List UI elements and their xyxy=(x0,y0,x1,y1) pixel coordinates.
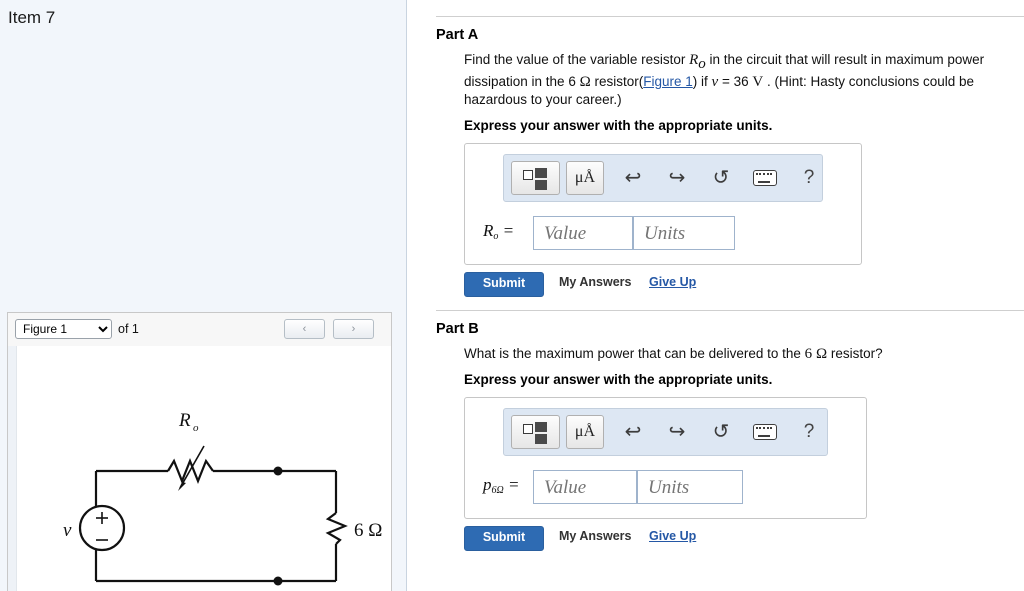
divider-top xyxy=(436,16,1024,17)
part-b-units-input[interactable] xyxy=(637,470,743,504)
help-icon[interactable]: ? xyxy=(803,420,815,442)
part-b-value-input[interactable] xyxy=(533,470,637,504)
figure-1-link[interactable]: Figure 1 xyxy=(643,73,693,89)
part-a-question-mid: in the circuit that will result in maximum power dissipation in the 6 xyxy=(464,52,985,89)
ohm-symbol-a: Ω xyxy=(579,73,591,90)
voltage-symbol: v xyxy=(711,73,719,90)
units-icon[interactable]: μÅ xyxy=(566,415,604,449)
part-a-question-mid2: resistor( xyxy=(590,73,644,89)
figure-canvas xyxy=(8,346,391,591)
figure-next-button[interactable]: › xyxy=(333,319,374,339)
part-a-express-line: Express your answer with the appropriate units. xyxy=(464,117,773,133)
part-b-question xyxy=(464,345,1024,363)
part-b-express-line: Express your answer with the appropriate units. xyxy=(464,371,773,387)
figure-count-label: of 1 xyxy=(118,322,139,336)
part-a-question-var-sub: o xyxy=(698,55,706,72)
part-b-answer-row xyxy=(465,470,866,504)
part-a-question-mid3: ) if xyxy=(692,73,712,89)
resistor-variable-sub: o xyxy=(193,422,199,434)
figure-select[interactable] xyxy=(15,319,112,339)
circuit-diagram xyxy=(8,346,391,591)
part-a-heading: Part A xyxy=(436,27,479,43)
part-b-math-toolbar xyxy=(503,408,828,456)
part-a-submit-button[interactable]: Submit xyxy=(464,272,544,297)
undo-icon[interactable]: ↩ xyxy=(624,166,642,189)
part-a-answer-box xyxy=(464,143,862,265)
figure-panel xyxy=(7,312,392,591)
left-panel xyxy=(0,0,407,591)
part-b-question-pre: What is the maximum power that can be delivered to the xyxy=(464,345,805,361)
source-label: v xyxy=(63,520,72,541)
figure-prev-button[interactable]: ‹ xyxy=(284,319,325,339)
part-a-answer-label: Ro = xyxy=(483,220,515,242)
figure-gutter xyxy=(8,346,17,591)
volt-unit-symbol: V xyxy=(752,73,764,90)
right-panel xyxy=(408,0,1024,591)
part-b-submit-button[interactable]: Submit xyxy=(464,526,544,551)
figure-toolbar xyxy=(8,313,391,347)
ohm-symbol-b: Ω xyxy=(815,345,828,362)
part-b-button-row xyxy=(464,526,1024,550)
part-a-math-toolbar xyxy=(503,154,823,202)
part-a-button-row xyxy=(464,272,1024,296)
part-a-my-answers-link[interactable]: My Answers xyxy=(559,274,632,289)
part-b-answer-box xyxy=(464,397,867,519)
reset-icon[interactable]: ↺ xyxy=(712,420,730,443)
divider-middle xyxy=(436,310,1024,311)
part-b-six: 6 xyxy=(804,345,813,362)
part-b-give-up-link[interactable]: Give Up xyxy=(649,528,697,543)
math-template-icon[interactable] xyxy=(511,415,560,449)
part-b-answer-label: p6Ω = xyxy=(483,474,520,496)
reset-icon[interactable]: ↺ xyxy=(712,166,730,189)
redo-icon[interactable]: ↪ xyxy=(668,166,686,189)
part-a-units-input[interactable] xyxy=(633,216,735,250)
page-title: Item 7 xyxy=(8,8,56,27)
part-b-my-answers-link[interactable]: My Answers xyxy=(559,528,632,543)
part-b-heading: Part B xyxy=(436,320,479,337)
part-b-question-tail: resistor? xyxy=(827,345,883,361)
part-a-question-pre: Find the value of the variable resistor xyxy=(464,52,690,67)
keyboard-icon[interactable] xyxy=(748,161,782,195)
help-icon[interactable]: ? xyxy=(803,166,815,188)
part-a-question-var: R xyxy=(689,52,699,68)
keyboard-icon[interactable] xyxy=(748,415,782,449)
part-a-give-up-link[interactable]: Give Up xyxy=(649,274,697,289)
part-a-value-input[interactable] xyxy=(533,216,633,250)
part-a-answer-row xyxy=(465,216,861,250)
part-a-question xyxy=(464,51,1024,109)
part-a-question-tail: . (Hint: Hasty conclusions could be hazardous to your career.) xyxy=(464,73,975,107)
units-icon[interactable]: μÅ xyxy=(566,161,604,195)
resistor-variable-label: R xyxy=(179,410,191,431)
fixed-resistor-label: 6 Ω xyxy=(354,520,383,541)
undo-icon[interactable]: ↩ xyxy=(624,420,642,443)
redo-icon[interactable]: ↪ xyxy=(668,420,686,443)
part-a-equals-36: = 36 xyxy=(718,73,753,89)
math-template-icon[interactable] xyxy=(511,161,560,195)
